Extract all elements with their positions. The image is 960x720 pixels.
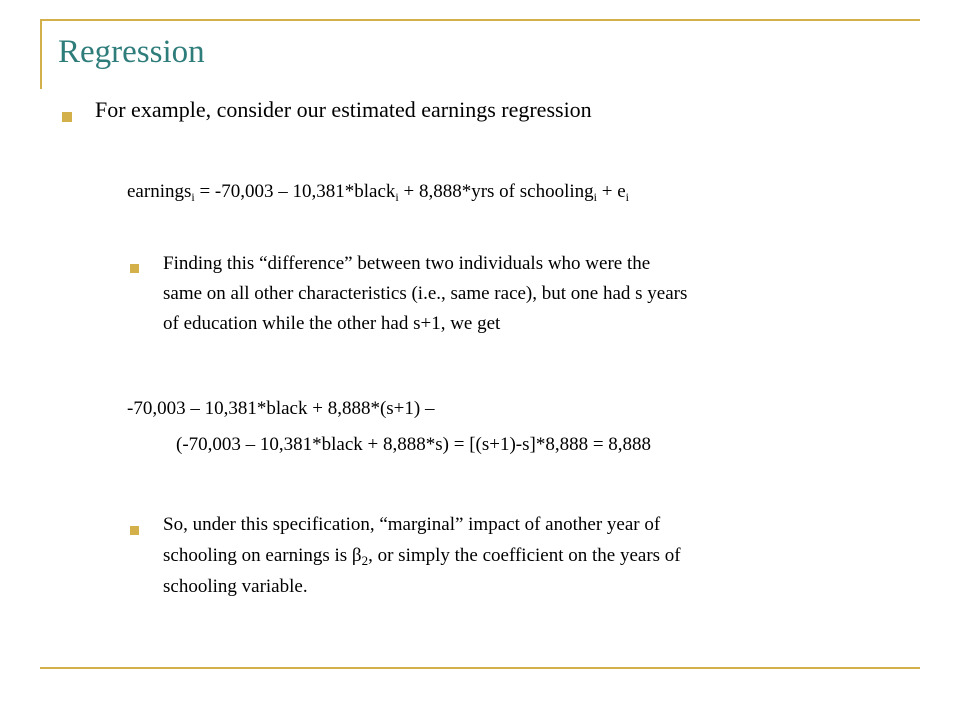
sub-bullet-2-line-3: schooling variable. xyxy=(163,576,308,597)
difference-line-2: (-70,003 – 10,381*black + 8,888*s) = [(s+1)-s]*8,888 = 8,888 xyxy=(176,434,652,455)
bullet-text-1: For example, consider our estimated earnings regression xyxy=(95,97,592,122)
top-divider xyxy=(40,19,920,21)
bullet-square-icon xyxy=(62,112,72,122)
sub-bullet-2-line-2: schooling on earnings is $\beta_2$, or simply the coefficient on the years of xyxy=(163,545,681,568)
difference-line-1: -70,003 – 10,381*black + 8,888*(s+1) – xyxy=(127,398,435,419)
slide-title: Regression xyxy=(58,34,205,70)
sub-bullet-1-line-3: of education while the other had s+1, we get xyxy=(163,313,501,334)
sub-bullet-square-icon xyxy=(130,264,139,273)
sub-bullet-1-line-2: same on all other characteristics (i.e., same race), but one had s years xyxy=(163,283,688,304)
left-divider xyxy=(40,19,42,89)
sub-bullet-square-icon xyxy=(130,526,139,535)
sub-bullet-2-line-1: So, under this specification, “marginal” impact of another year of xyxy=(163,514,661,535)
sub-bullet-1-line-1: Finding this “difference” between two individuals who were the xyxy=(163,253,651,274)
bottom-divider xyxy=(40,667,920,669)
regression-equation: earnings$_i$ = -70,003 – 10,381*black$_i$ + 8,888*yrs of schooling$_i$ + $e_i$ xyxy=(127,181,629,204)
